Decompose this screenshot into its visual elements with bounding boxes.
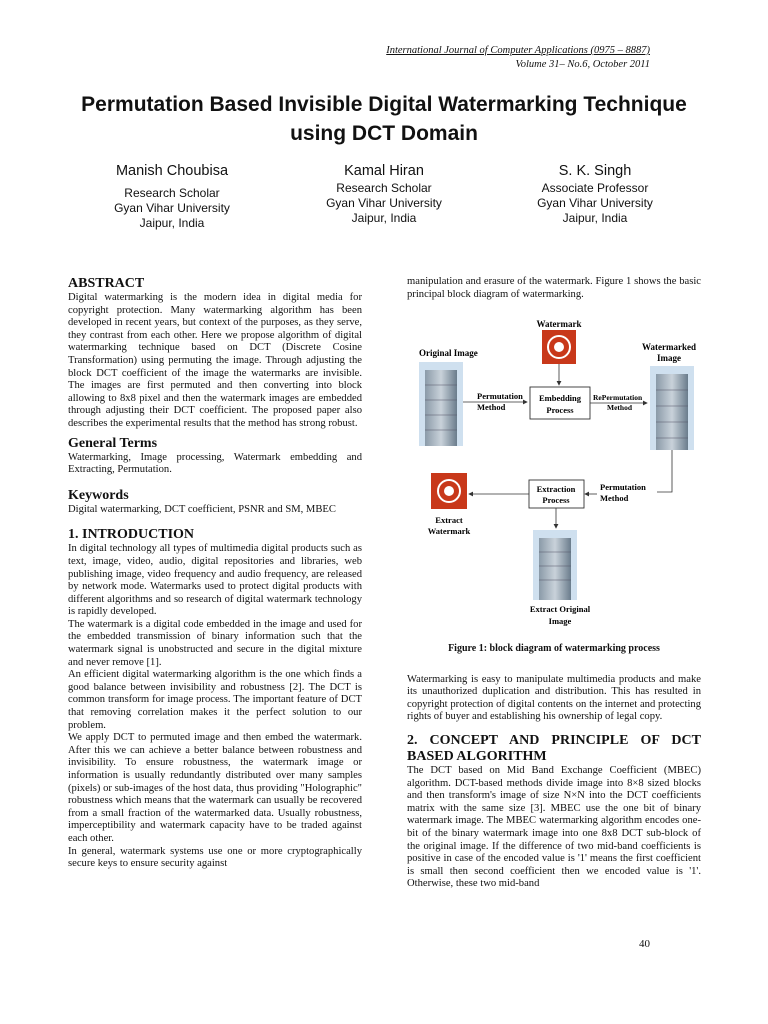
label-permutation-2: Method (477, 402, 506, 412)
author-role: Research Scholar (124, 186, 220, 200)
paper-title: Permutation Based Invisible Digital Watermarking Technique using DCT Domain (81, 93, 687, 145)
label-permutation-b2: Method (600, 493, 629, 503)
intro-heading: 1. INTRODUCTION (68, 527, 195, 543)
author-1 (72, 162, 272, 231)
author-loc: Jaipur, India (351, 211, 417, 225)
intro-para-1: In digital technology all types of multimedia digital products such as text, image, video, audio, digital repositories and libraries, web publishing image, video frequency and audio frequency, are released by network mode. Watermarks used to protect digital products with different algorithms and so research of digital watermark technology is rapidly developed. (68, 543, 362, 618)
intro-para-3: An efficient digital watermarking algorithm is the one which finds a good balance between invisibility and robustness [2]. The DCT is common transform for image process. The important feature of DCT that removing correlation makes it the perfect solution to our problem. (68, 669, 362, 731)
watermarked-image-thumbnail (650, 366, 694, 450)
concept-text: The DCT based on Mid Band Exchange Coefficient (MBEC) algorithm. DCT-based methods divide image into 8×8 sized blocks and then transform's image of size N×N into the DCT coefficients matrix with the same size [3]. MBEC use the one bit of binary watermark image. The MBEC watermarking algorithm encodes one-bit of the binary watermark image into one 8x8 DCT sub-block of the original image. If the difference of two mid-band coefficients is positive in case of the encoded value is '1' means the first coefficient is small then second coefficient then we encoded value is '1'. Otherwise, these two mid-band (407, 764, 701, 890)
journal-name: International Journal of Computer Applications (0975 – 8887) (386, 45, 650, 56)
label-watermark: Watermark (536, 319, 582, 329)
intro-para-5: In general, watermark systems use one or more cryptographically secure keys to ensure security against (68, 845, 362, 870)
author-name: Manish Choubisa (115, 163, 229, 179)
page-number: 40 (639, 938, 650, 950)
author-org: Gyan Vihar University (537, 196, 653, 210)
right-para-1: Watermarking is easy to manipulate multimedia products and make its unauthorized duplication and distribution. This has resulted in copyright protection of digital contents on the internet and protecting rights of buyer and establishing his ownership of legal copy. (407, 673, 701, 723)
author-2 (284, 162, 484, 226)
author-3 (495, 162, 695, 226)
label-watermarked-1: Watermarked (642, 342, 696, 352)
intro-para-4: We apply DCT to permuted image and then embed the watermark. After this we can achieve a better balance between robustness and invisibility. To ensure robustness, the watermark image or information is usually redundantly distributed over many samples (pixels) or sub-images of the host data, thus providing "Holographic" robustness which means that the watermark can usually be recovered from a small fraction of the watermarked data. Usually robustness, imperceptibility and watermark capacity have to be traded against each other. (68, 732, 362, 844)
label-embedding-1: Embedding (538, 393, 582, 403)
intro-para-2: The watermark is a digital code embedded in the image and used for the embedded transmission of binary information such that the watermark signal is unobstructed and secure in the digital mixture and never remove [1]. (68, 618, 362, 668)
general-terms-heading: General Terms (68, 435, 158, 451)
right-column-top (407, 276, 701, 301)
label-extract-original-1: Extract Original (529, 604, 591, 614)
extracted-watermark-logo-icon (431, 473, 467, 509)
label-original-image: Original Image (419, 348, 478, 358)
figure-caption: Figure 1: block diagram of watermarking process (448, 643, 660, 654)
label-extract-watermark-2: Watermark (427, 526, 471, 536)
author-loc: Jaipur, India (139, 216, 205, 230)
journal-volume: Volume 31– No.6, October 2011 (515, 59, 650, 70)
label-extraction-1: Extraction (536, 484, 576, 494)
author-role: Associate Professor (541, 181, 649, 195)
author-org: Gyan Vihar University (114, 201, 230, 215)
label-extract-watermark-1: Extract (435, 515, 463, 525)
concept-heading: 2. CONCEPT AND PRINCIPLE OF DCT BASED ALGORITHM (407, 732, 701, 764)
label-permutation-1: Permutation (477, 391, 523, 401)
block-diagram-figure (407, 310, 707, 635)
original-image-thumbnail (419, 362, 463, 446)
extracted-original-image-thumbnail (533, 530, 577, 600)
label-permutation-b1: Permutation (600, 482, 646, 492)
abstract-text: Digital watermarking is the modern idea in digital media for copyright protection. Many watermarking algorithm has been developed in recent years, but context of the purposes, as they serve, they contrast from each other. Here we propose algorithm of digital watermarking technique based on DCT (Discrete Cosine Transformation) using permuting the image. Through adjusting the block DCT coefficient of the image the watermarks are invisible. The images are first permuted and then converting into block allowing to 8x8 pixel and then the watermark images are embedded through adjusting their DCT coefficient. The proposed paper also describes the experimental results that the method has strong robust. (68, 292, 362, 429)
label-extraction-2: Process (542, 495, 570, 505)
general-terms-text: Watermarking, Image processing, Watermark embedding and Extracting, Permutation. (68, 451, 362, 476)
label-watermarked-2: Image (657, 353, 681, 363)
label-repermutation-1: RePermutation (593, 393, 643, 402)
watermark-logo-icon (542, 330, 576, 364)
right-intro-text: manipulation and erasure of the watermark. Figure 1 shows the basic principal block diagram of watermarking. (407, 276, 701, 300)
author-name: Kamal Hiran (344, 163, 424, 179)
label-repermutation-2: Method (607, 403, 632, 412)
keywords-heading: Keywords (68, 487, 129, 503)
right-column-bottom (407, 643, 701, 891)
author-loc: Jaipur, India (562, 211, 628, 225)
abstract-heading: ABSTRACT (68, 276, 145, 291)
author-role: Research Scholar (336, 181, 432, 195)
label-extract-original-2: Image (548, 616, 572, 626)
left-column (68, 276, 362, 871)
label-embedding-2: Process (546, 405, 574, 415)
author-org: Gyan Vihar University (326, 196, 442, 210)
keywords-text: Digital watermarking, DCT coefficient, PSNR and SM, MBEC (68, 503, 336, 515)
author-name: S. K. Singh (558, 163, 632, 179)
